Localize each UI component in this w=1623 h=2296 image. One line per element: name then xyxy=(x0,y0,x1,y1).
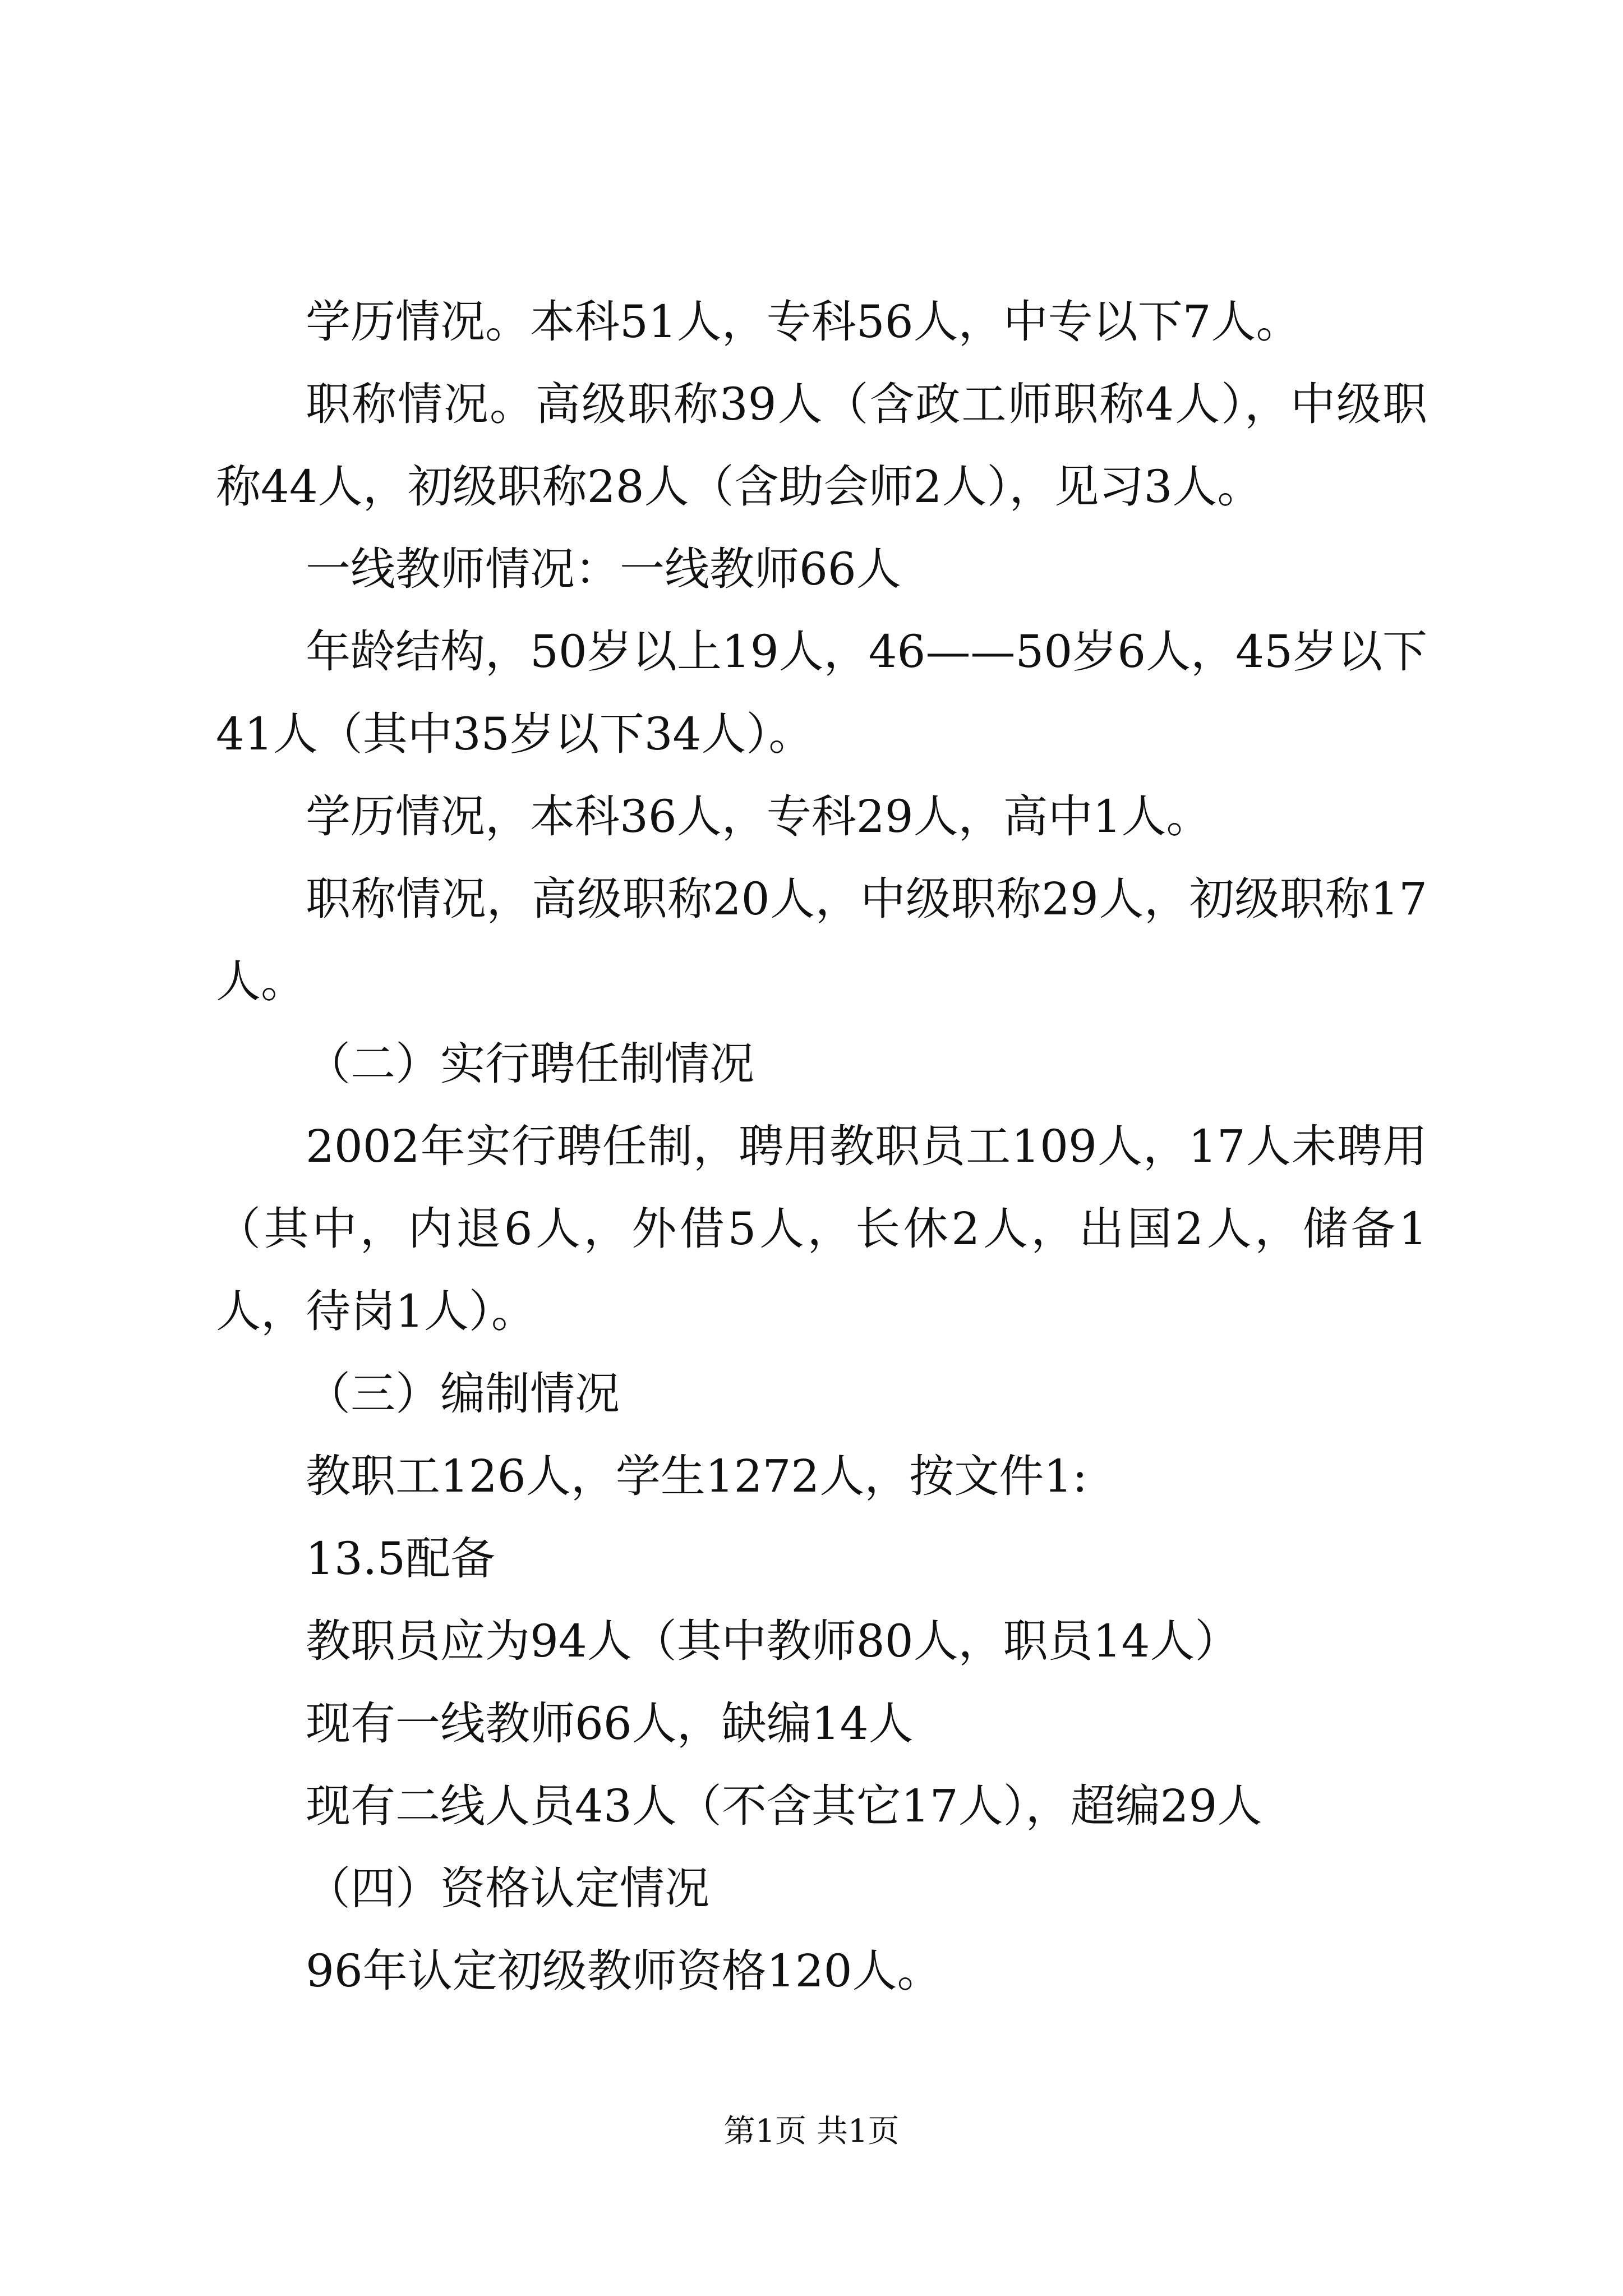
paragraph-titles-1: 职称情况。高级职称39人（含政工师职称4人），中级职称44人，初级职称28人（含助会师2人），见习3人。 xyxy=(216,378,1427,513)
section-heading-3: （三）编制情况 xyxy=(306,1368,620,1420)
paragraph-staffing-3: 教职员应为94人（其中教师80人，职员14人） xyxy=(306,1615,1240,1667)
paragraph-staffing-1: 教职工126人，学生1272人，按文件1: xyxy=(306,1450,1088,1502)
paragraph-frontline-teachers: 一线教师情况：一线教师66人 xyxy=(306,543,901,595)
section-heading-4: （四）资格认定情况 xyxy=(306,1862,709,1915)
paragraph-qualification: 96年认定初级教师资格120人。 xyxy=(306,1945,942,1997)
section-heading-2: （二）实行聘任制情况 xyxy=(306,1038,754,1090)
document-body xyxy=(216,280,1427,2012)
paragraph-titles-2: 职称情况，高级职称20人，中级职称29人，初级职称17人。 xyxy=(216,873,1427,1007)
paragraph-age-structure: 年龄结构，50岁以上19人，46——50岁6人，45岁以下41人（其中35岁以下34人）。 xyxy=(216,625,1427,760)
paragraph-staffing-4: 现有一线教师66人，缺编14人 xyxy=(306,1697,914,1750)
page-footer: 第1页 共1页 xyxy=(723,2113,900,2150)
paragraph-staffing-5: 现有二线人员43人（不含其它17人），超编29人 xyxy=(306,1780,1262,1832)
paragraph-staffing-2: 13.5配备 xyxy=(306,1533,496,1585)
paragraph-appointment: 2002年实行聘任制，聘用教职员工109人，17人未聘用（其中，内退6人，外借5人，长休2人，出国2人，储备1人，待岗1人）。 xyxy=(216,1120,1427,1337)
paragraph-education-1: 学历情况。本科51人，专科56人，中专以下7人。 xyxy=(306,296,1301,348)
paragraph-education-2: 学历情况，本科36人，专科29人，高中1人。 xyxy=(306,790,1211,843)
